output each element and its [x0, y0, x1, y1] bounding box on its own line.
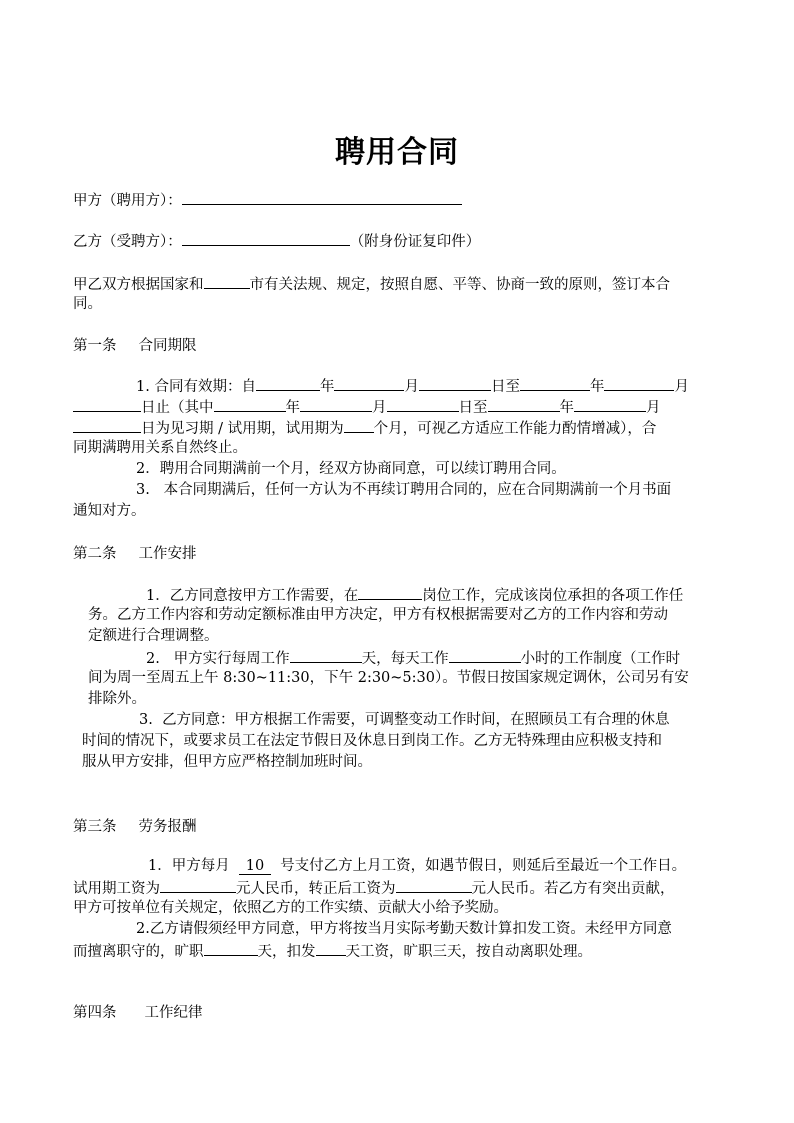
art3-clause2-line2: [73, 940, 592, 962]
clause-text: 排除外。: [88, 691, 146, 707]
clause-text: 元人民币。若乙方有突出贡献，: [471, 881, 675, 897]
blank: [488, 396, 560, 412]
art3-clause1-line1: [148, 856, 686, 876]
clause-text: 个月，可视乙方适应工作能力酌情增减），合: [373, 421, 657, 437]
clause-text: 年: [559, 400, 574, 416]
clause-text: 月: [404, 379, 419, 395]
clause-text: 日为见习期 / 试用期，试用期为: [141, 421, 344, 437]
post-blank: [358, 584, 422, 600]
article-title: 合同期限: [138, 338, 197, 354]
party-b-label: 乙方（受聘方）：: [73, 234, 182, 250]
article-title: 劳务报酬: [138, 819, 197, 835]
document-title: 聘用合同: [335, 135, 459, 170]
clause-text: 年: [285, 400, 300, 416]
article-number: 第四条: [73, 1005, 117, 1021]
clause-text: 号支付乙方上月工资，如遇节假日，则延后至最近一个工作日。: [280, 858, 687, 874]
clause-text: 本合同期满后，任何一方认为不再续订聘用合同的，应在合同期满前一个月书面: [163, 482, 672, 498]
art2-clause1-line2: [88, 605, 668, 625]
clause-text: 1．乙方同意按甲方工作需要，在: [146, 588, 359, 604]
intro-text: 甲乙双方根据国家和: [73, 277, 204, 293]
article-1-heading: [73, 334, 197, 355]
blank: [344, 417, 374, 433]
clause-text: 月: [674, 379, 689, 395]
art2-clause1-line3: [88, 626, 219, 646]
blank: [574, 396, 646, 412]
party-a-blank: [182, 189, 462, 205]
clause-text: 小时的工作制度（工作时: [520, 651, 681, 667]
clause-text: 务。乙方工作内容和劳动定额标准由甲方决定，甲方有权根据需要对乙方的工作内容和劳动: [88, 607, 668, 623]
art3-clause1-line2: [73, 877, 675, 899]
blank: [214, 396, 286, 412]
clause-text: 2.乙方请假须经甲方同意，甲方将按当月实际考勤天数计算扣发工资。未经甲方同意: [136, 921, 672, 937]
probation-salary-blank: [160, 877, 236, 893]
article-3-heading: [73, 815, 197, 836]
intro-text: 市有关法规、规定，按照自愿、平等、协商一致的原则，签订本合: [249, 277, 670, 293]
blank: [334, 375, 404, 391]
art1-clause1-line4: [73, 438, 247, 458]
blank: [73, 396, 141, 412]
art1-clause1-line2: [73, 396, 661, 418]
party-a-label: 甲方（聘用方）：: [73, 193, 182, 209]
art1-clause3-line2: [73, 501, 146, 521]
party-b-blank: [182, 230, 350, 246]
article-number: 第一条: [73, 338, 117, 354]
clause-text: 时间的情况下，或要求员工在法定节假日及休息日到岗工作。乙方无特殊理由应积极支持和: [82, 733, 662, 749]
clause-number: 2.: [146, 651, 160, 667]
blank: [256, 375, 320, 391]
article-number: 第二条: [73, 546, 117, 562]
article-title: 工作安排: [138, 546, 197, 562]
clause-text: 试用期工资为: [73, 881, 160, 897]
art1-clause1-line1: [136, 375, 689, 397]
clause-text: 元人民币，转正后工资为: [236, 881, 396, 897]
pay-day-value: 10: [239, 858, 271, 875]
clause-text: 合同有效期：自: [154, 379, 256, 395]
art2-clause1-line1: [146, 584, 683, 606]
clause-text: 同期满聘用关系自然终止。: [73, 440, 247, 456]
clause-number: 1.: [136, 379, 150, 395]
clause-text: 日至: [458, 400, 488, 416]
blank: [520, 375, 590, 391]
art2-clause3-line1: [139, 710, 670, 730]
party-b-line: [73, 230, 480, 252]
clause-text: 月: [646, 400, 661, 416]
clause-text: 1．甲方每月: [148, 858, 230, 874]
clause-text: 岗位工作，完成该岗位承担的各项工作任: [422, 588, 684, 604]
art1-clause3-line1: [136, 480, 671, 500]
clause-text: 天工资，旷职三天，按自动离职处理。: [345, 944, 592, 960]
clause-text: 天，每天工作: [361, 651, 449, 667]
art2-clause3-line2: [82, 731, 662, 751]
article-4-heading: [73, 1001, 203, 1022]
art2-clause2-line1: [146, 647, 680, 669]
clause-text: 而擅离职守的，旷职: [73, 944, 204, 960]
art2-clause2-line2: [88, 668, 689, 688]
art2-clause2-line3: [88, 689, 146, 709]
clause-text: 间为周一至周五上午 8:30~11:30，下午 2:30~5:30）。节假日按国家规定调休，公司另有安: [88, 670, 689, 686]
article-title: 工作纪律: [144, 1005, 203, 1021]
blank: [300, 396, 372, 412]
clause-text: 服从甲方安排，但甲方应严格控制加班时间。: [82, 754, 372, 770]
clause-number: 3.: [136, 482, 150, 498]
deduct-days-blank: [316, 940, 346, 956]
party-a-line: [73, 189, 462, 211]
intro-line-2: [73, 294, 102, 314]
art1-clause1-line3: [73, 417, 656, 439]
regular-salary-blank: [396, 877, 472, 893]
clause-text: 年: [319, 379, 335, 395]
clause-text: 定额进行合理调整。: [88, 628, 219, 644]
blank: [604, 375, 674, 391]
days-blank: [290, 647, 362, 663]
clause-text: 甲方实行每周工作: [173, 651, 290, 667]
intro-text: 同。: [73, 296, 102, 312]
clause-text: 甲方可按单位有关规定，依照乙方的工作实绩、贡献大小给予奖励。: [73, 900, 508, 916]
art1-clause2: [136, 459, 566, 479]
blank: [73, 417, 141, 433]
clause-text: 年: [589, 379, 605, 395]
clause-text: 日至: [490, 379, 520, 395]
clause-text: 乙方同意：甲方根据工作需要，可调整变动工作时间，在照顾员工有合理的休息: [162, 712, 670, 728]
article-number: 第三条: [73, 819, 117, 835]
blank: [387, 396, 459, 412]
city-blank: [204, 273, 250, 289]
clause-number: 3.: [139, 712, 153, 728]
intro-line-1: [73, 273, 670, 295]
art3-clause1-line3: [73, 898, 508, 918]
clause-text: 日止（其中: [141, 400, 214, 416]
party-b-note: （附身份证复印件）: [349, 234, 481, 250]
art2-clause3-line3: [82, 752, 372, 772]
art3-clause2-line1: [136, 919, 672, 939]
absence-days-blank: [204, 940, 258, 956]
article-2-heading: [73, 542, 197, 563]
clause-text: 月: [372, 400, 387, 416]
clause-text: 天，扣发: [257, 944, 316, 960]
blank: [419, 375, 491, 391]
clause-text: 2．聘用合同期满前一个月，经双方协商同意，可以续订聘用合同。: [136, 461, 566, 477]
hours-blank: [449, 647, 521, 663]
clause-text: 通知对方。: [73, 503, 146, 519]
